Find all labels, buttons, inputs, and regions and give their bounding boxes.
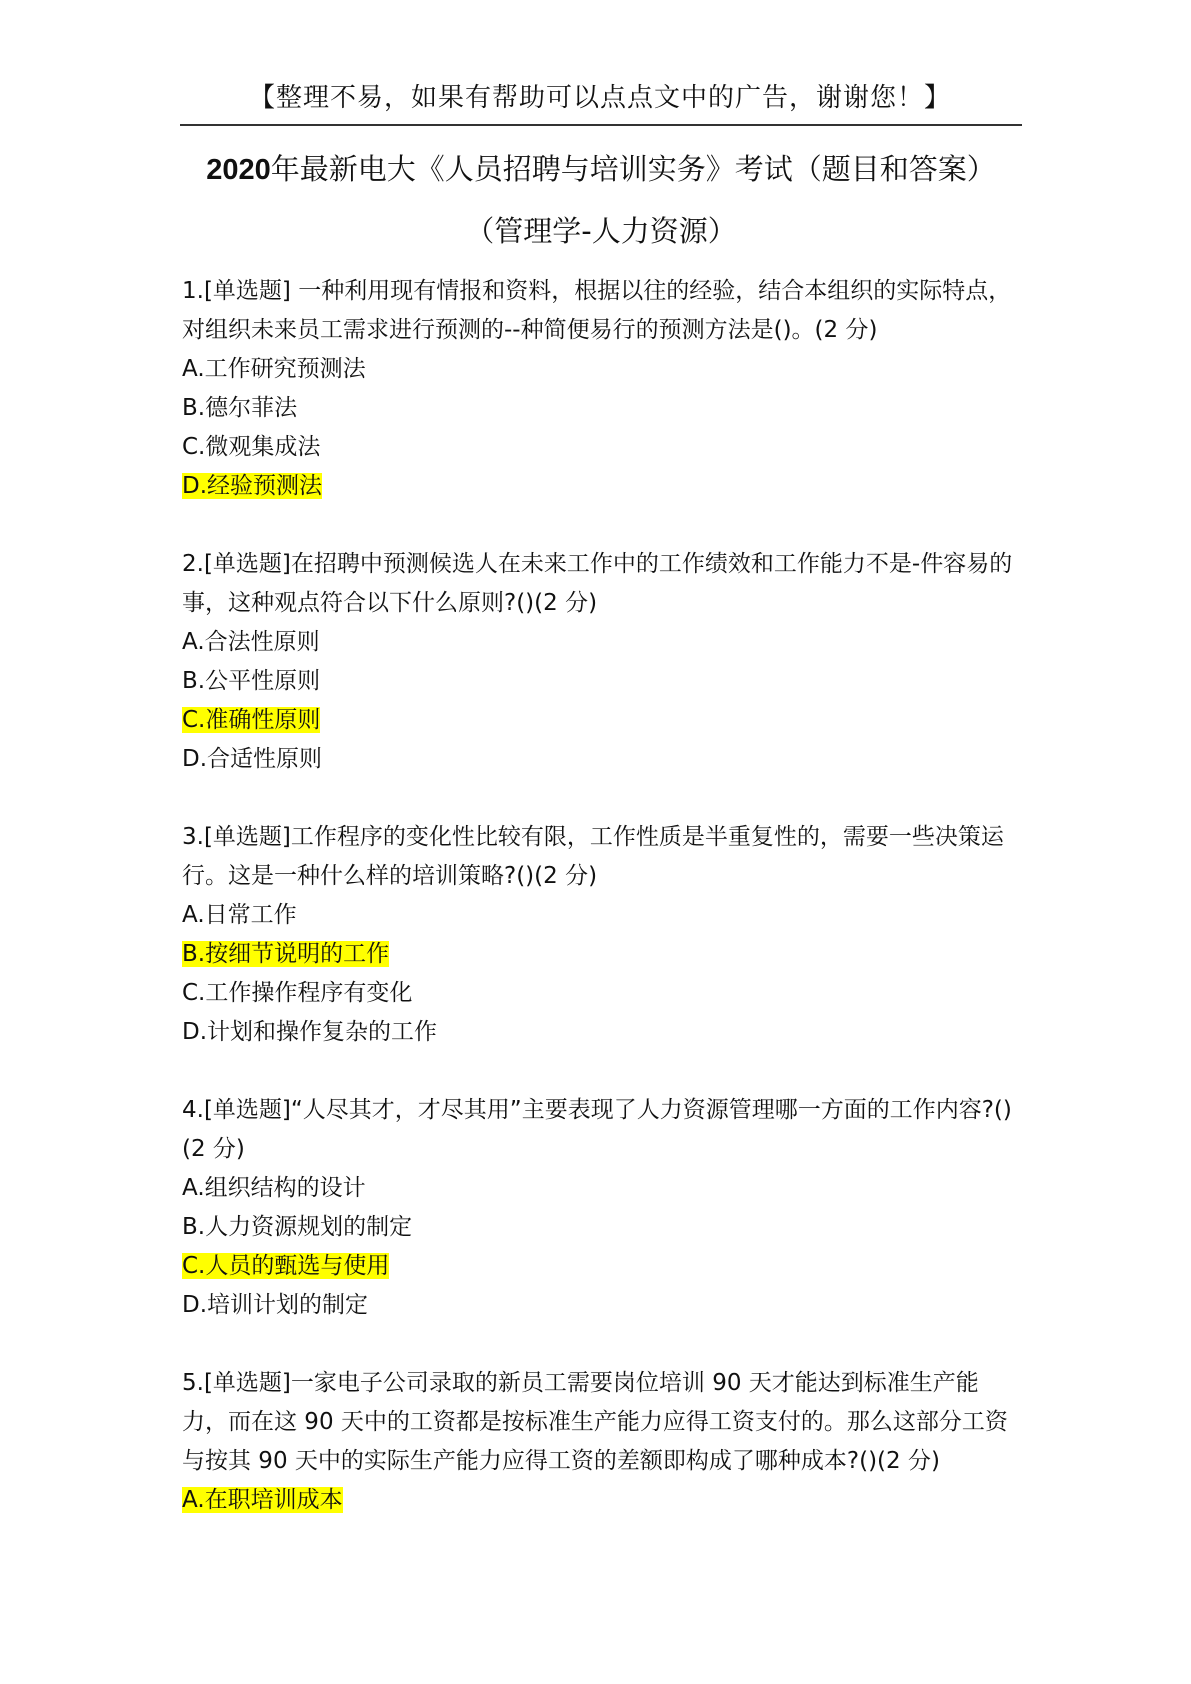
option-text: A.在职培训成本 [182,1487,343,1513]
header-note: 【整理不易，如果有帮助可以点点文中的广告，谢谢您！】 [248,83,951,113]
document-title [180,148,1022,191]
answer-option-highlighted [182,1247,1022,1286]
option-list [182,623,1022,779]
option-text: A.合法性原则 [182,629,320,655]
option-text: C.人员的甄选与使用 [182,1253,390,1279]
question-stem: 2.[单选题]在招聘中预测候选人在未来工作中的工作绩效和工作能力不是-件容易的事，这种观点符合以下什么原则?()(2 分) [182,551,1013,616]
answer-option [182,1169,1022,1208]
question-list [182,272,1022,1559]
document-subtitle: （管理学-人力资源） [465,214,737,248]
document-title-year: 2020 [206,154,271,186]
answer-option-highlighted [182,935,1022,974]
answer-option [182,974,1022,1013]
answer-option-highlighted [182,1481,1022,1520]
option-text: C.工作操作程序有变化 [182,980,413,1006]
question-stem: 4.[单选题]“人尽其才，才尽其用”主要表现了人力资源管理哪一方面的工作内容?()(2 分) [182,1097,1012,1162]
answer-option [182,1013,1022,1052]
question-stem: 3.[单选题]工作程序的变化性比较有限，工作性质是半重复性的，需要一些决策运行。这是一种什么样的培训策略?()(2 分) [182,824,1004,889]
option-text: A.工作研究预测法 [182,356,366,382]
option-text: B.公平性原则 [182,668,321,694]
answer-option [182,428,1022,467]
option-text: C.微观集成法 [182,434,321,460]
answer-option [182,1286,1022,1325]
option-text: A.日常工作 [182,902,297,928]
question-stem: 5.[单选题]一家电子公司录取的新员工需要岗位培训 90 天才能达到标准生产能力，而在这 90 天中的工资都是按标准生产能力应得工资支付的。那么这部分工资与按其 90 天中的实际生产能力应得工资的差额即构成了哪种成本?()(2 分) [182,1370,1008,1474]
question-stem: 1.[单选题] 一种利用现有情报和资料，根据以往的经验，结合本组织的实际特点，对组织未来员工需求进行预测的--种简便易行的预测方法是()。(2 分) [182,278,1012,343]
answer-option [182,389,1022,428]
answer-option [182,1208,1022,1247]
question-item [182,1364,1022,1520]
answer-option [182,350,1022,389]
question-item [182,272,1022,506]
answer-option [182,896,1022,935]
answer-option [182,662,1022,701]
option-text: D.计划和操作复杂的工作 [182,1019,438,1045]
option-text: B.人力资源规划的制定 [182,1214,413,1240]
option-text: D.培训计划的制定 [182,1292,369,1318]
header-divider [180,124,1022,126]
option-text: B.德尔菲法 [182,395,298,421]
question-item [182,545,1022,779]
answer-option-highlighted [182,467,1022,506]
option-list [182,1169,1022,1325]
question-item [182,818,1022,1052]
document-title-text: 年最新电大《人员招聘与培训实务》考试（题目和答案） [270,152,996,186]
option-list [182,1481,1022,1520]
option-text: A.组织结构的设计 [182,1175,366,1201]
option-list [182,350,1022,506]
option-text: D.合适性原则 [182,746,323,772]
answer-option [182,623,1022,662]
option-text: C.准确性原则 [182,707,321,733]
option-text: B.按细节说明的工作 [182,941,390,967]
option-text: D.经验预测法 [182,473,323,499]
option-list [182,896,1022,1052]
answer-option [182,740,1022,779]
question-item [182,1091,1022,1325]
answer-option-highlighted [182,701,1022,740]
